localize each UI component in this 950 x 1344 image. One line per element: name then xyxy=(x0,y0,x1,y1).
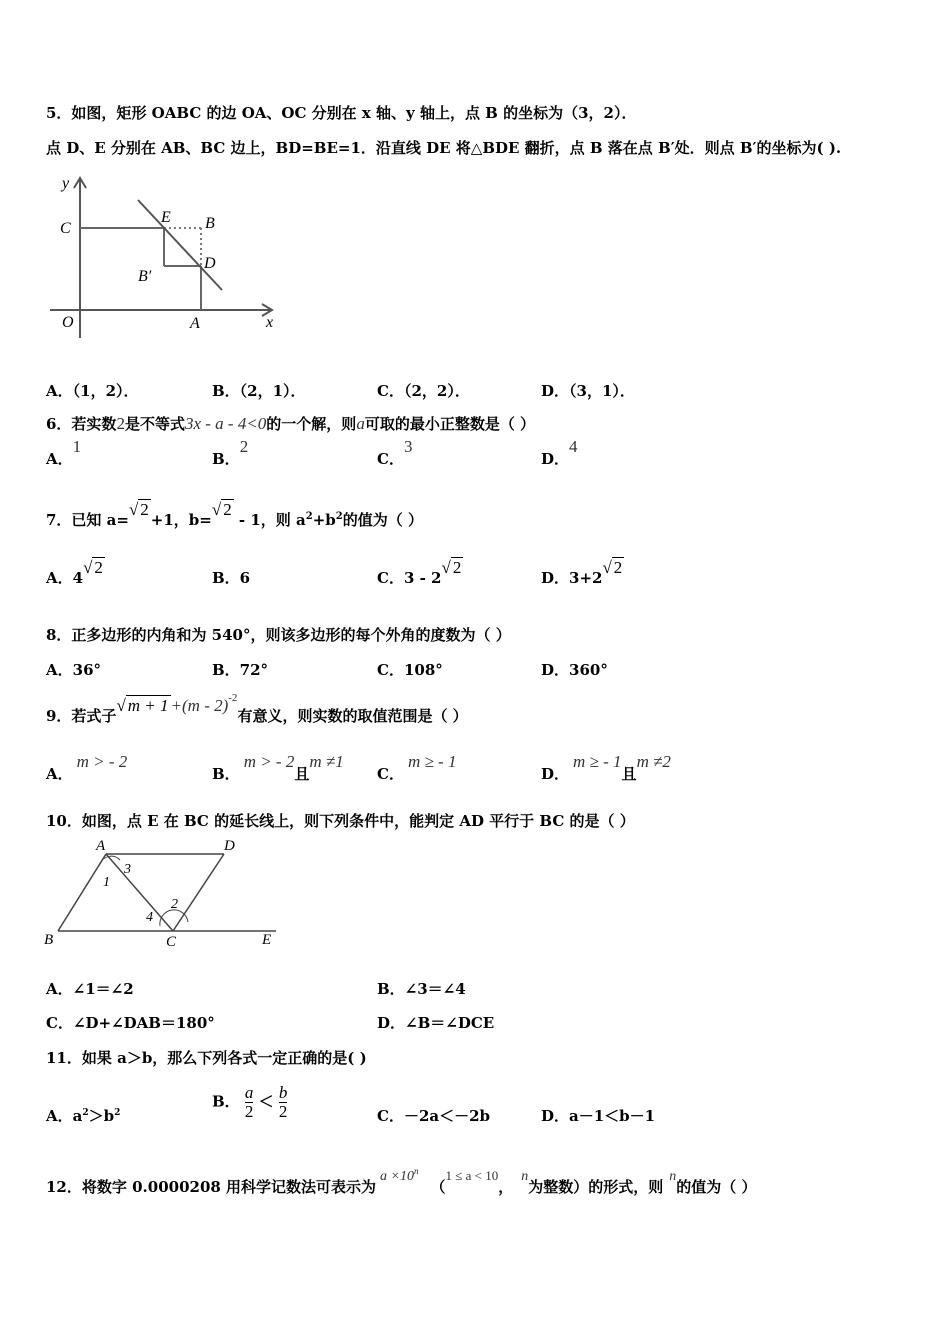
q5-label-b: B xyxy=(205,215,215,232)
q8-option-a[interactable]: A．36° xyxy=(46,661,102,679)
q5-label-x: x xyxy=(266,314,274,331)
q5-label-d: D xyxy=(204,255,216,272)
q6-stem: 6．若实数2是不等式3x - a - 4<0的一个解，则a可取的最小正整数是（ ） xyxy=(46,414,536,433)
q5-label-a: A xyxy=(190,315,200,332)
q5-stem-line2: 点 D、E 分别在 AB、BC 边上，BD=BE=1．沿直线 DE 将△BDE 翻折，点 B 落在点 B′处．则点 B′的坐标为( ). xyxy=(46,139,842,157)
q7-sqrt-a: √ 2 xyxy=(128,500,149,519)
q5-label-o: O xyxy=(62,314,74,331)
q7-option-a[interactable]: A．4√ 2 xyxy=(46,558,103,587)
q10-option-b[interactable]: B．∠3＝∠4 xyxy=(377,980,466,998)
q11-option-b[interactable]: B． $\frac{a}{2}$ ＜ $\frac{b}{2}$ xyxy=(212,1083,288,1121)
q7-option-c[interactable]: C．3 - 2√ 2 xyxy=(377,558,462,587)
q5-figure xyxy=(44,170,284,345)
q6-option-c[interactable]: C．3 xyxy=(377,437,413,468)
q9-stem: 9．若式子√ m + 1 +(m - 2)$^{-2}$有意义，则实数的取值范围是（ ） xyxy=(46,692,468,725)
q7-option-d[interactable]: D．3+2√ 2 xyxy=(541,558,623,587)
q10-label-b: B xyxy=(44,932,54,948)
q9-option-b[interactable]: B．m > - 2且m ≠1 xyxy=(212,752,344,783)
q5-label-bprime: B′ xyxy=(138,268,152,285)
q6-option-d[interactable]: D．4 xyxy=(541,437,578,468)
q5-label-e: E xyxy=(161,209,171,226)
q10-angle-2: 2 xyxy=(171,897,178,912)
q7-sqrt-b: √ 2 xyxy=(211,500,232,519)
q6-option-a[interactable]: A．1 xyxy=(46,437,82,468)
q7-option-b[interactable]: B．6 xyxy=(212,569,251,587)
q10-angle-1: 1 xyxy=(103,875,110,890)
q10-option-d[interactable]: D．∠B＝∠DCE xyxy=(377,1014,495,1032)
q10-label-a: A xyxy=(96,838,106,854)
q8-option-d[interactable]: D．360° xyxy=(541,661,608,679)
q9-option-d[interactable]: D．m ≥ - 1且m ≠2 xyxy=(541,752,671,783)
q10-angle-3: 3 xyxy=(124,862,131,877)
q12-stem: 12．将数字 0.0000208 用科学记数法可表示为$a \times 10^n(1 \le a < 10$，n为整数）的形式，则n的值为（ ） xyxy=(46,1166,757,1196)
q10-angle-4: 4 xyxy=(146,910,153,925)
q11-option-d[interactable]: D．a－1＜b－1 xyxy=(541,1107,656,1125)
q8-option-c[interactable]: C．108° xyxy=(377,661,443,679)
q8-option-b[interactable]: B．72° xyxy=(212,661,269,679)
q6-option-b[interactable]: B．2 xyxy=(212,437,249,468)
q11-option-c[interactable]: C．－2a＜－2b xyxy=(377,1107,491,1125)
q9-sqrt: √ m + 1 xyxy=(116,696,169,715)
q5-option-c[interactable]: C．（2，2）． xyxy=(377,382,470,400)
q10-label-d: D xyxy=(224,838,235,854)
q7-stem: 7．已知 a=√ 2+1，b=√ 2 - 1，则 $a^2+b^2$的值为（ ） xyxy=(46,500,423,529)
q5-stem-line1: 5．如图，矩形 OABC 的边 OA、OC 分别在 x 轴、y 轴上，点 B 的坐标为（3，2）． xyxy=(46,104,637,122)
q10-stem: 10．如图，点 E 在 BC 的延长线上，则下列条件中，能判定 AD 平行于 BC 的是（ ） xyxy=(46,812,635,830)
q10-figure xyxy=(40,836,290,951)
q10-option-a[interactable]: A．∠1＝∠2 xyxy=(46,980,134,998)
q5-option-d[interactable]: D．（3，1）． xyxy=(541,382,635,400)
q10-label-c: C xyxy=(166,934,177,950)
q5-option-a[interactable]: A．（1，2）． xyxy=(46,382,139,400)
q11-option-a[interactable]: A．$a^2>b^2$ xyxy=(46,1107,121,1125)
q10-option-c[interactable]: C．∠D+∠DAB＝180° xyxy=(46,1014,215,1032)
q5-label-c: C xyxy=(60,220,71,237)
q5-label-y: y xyxy=(62,175,70,192)
q10-label-e: E xyxy=(262,932,272,948)
q9-option-a[interactable]: A．m > - 2 xyxy=(46,752,128,783)
q5-option-b[interactable]: B．（2，1）． xyxy=(212,382,306,400)
q8-stem: 8．正多边形的内角和为 540°，则该多边形的每个外角的度数为（ ） xyxy=(46,626,511,644)
q11-stem: 11．如果 a＞b，那么下列各式一定正确的是( ) xyxy=(46,1049,367,1067)
q9-option-c[interactable]: C．m ≥ - 1 xyxy=(377,752,457,783)
